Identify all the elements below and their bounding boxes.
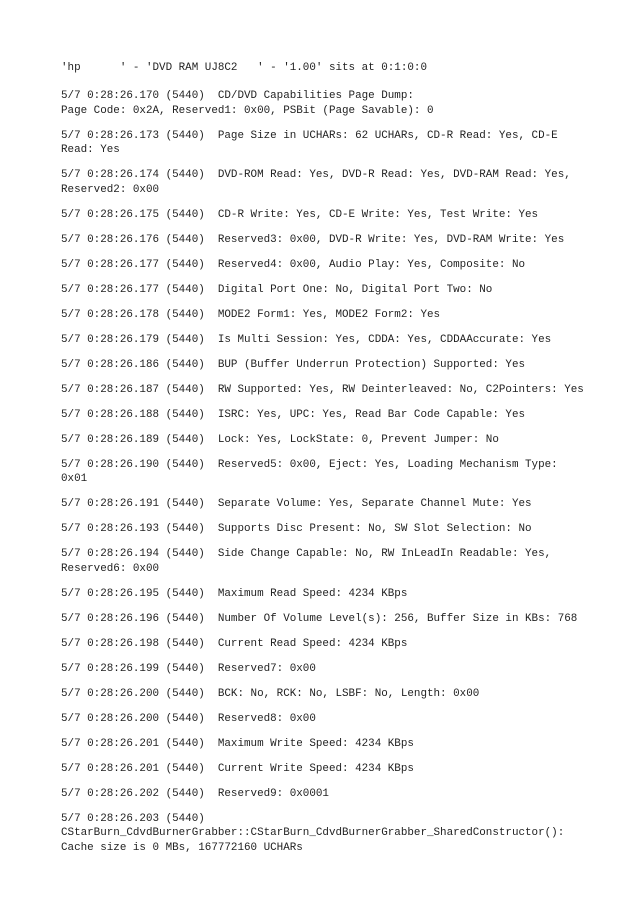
log-entry: 5/7 0:28:26.200 (5440) BCK: No, RCK: No, LSBF: No, Length: 0x00 — [61, 687, 480, 700]
log-entry: 5/7 0:28:26.175 (5440) CD-R Write: Yes, CD-E Write: Yes, Test Write: Yes — [61, 208, 539, 221]
log-entry: 5/7 0:28:26.177 (5440) Reserved4: 0x00, Audio Play: Yes, Composite: No — [61, 258, 526, 271]
log-entry: 5/7 0:28:26.194 (5440) Side Change Capable: No, RW InLeadIn Readable: Yes, Reserved6: 0x00 — [61, 548, 552, 575]
log-entry: 5/7 0:28:26.199 (5440) Reserved7: 0x00 — [61, 662, 316, 675]
log-entry: 5/7 0:28:26.177 (5440) Digital Port One: No, Digital Port Two: No — [61, 283, 493, 296]
log-entry: 5/7 0:28:26.188 (5440) ISRC: Yes, UPC: Yes, Read Bar Code Capable: Yes — [61, 408, 526, 421]
device-header-line: 'hp ' - 'DVD RAM UJ8C2 ' - '1.00' sits at 0:1:0:0 — [61, 62, 427, 74]
log-entry: 5/7 0:28:26.176 (5440) Reserved3: 0x00, DVD-R Write: Yes, DVD-RAM Write: Yes — [61, 233, 565, 246]
log-entry: 5/7 0:28:26.186 (5440) BUP (Buffer Underrun Protection) Supported: Yes — [61, 358, 526, 371]
log-entry: 5/7 0:28:26.174 (5440) DVD-ROM Read: Yes, DVD-R Read: Yes, DVD-RAM Read: Yes, Reserved2: 0x00 — [61, 169, 571, 196]
log-entry: 5/7 0:28:26.190 (5440) Reserved5: 0x00, Eject: Yes, Loading Mechanism Type: 0x01 — [61, 458, 558, 485]
log-entry: 5/7 0:28:26.196 (5440) Number Of Volume Level(s): 256, Buffer Size in KBs: 768 — [61, 612, 578, 625]
log-entry: 5/7 0:28:26.189 (5440) Lock: Yes, LockState: 0, Prevent Jumper: No — [61, 433, 499, 446]
log-entry: 5/7 0:28:26.170 (5440) CD/DVD Capabilities Page Dump: Page Code: 0x2A, Reserved1: 0x00, PSBit (Page Savable): 0 — [61, 90, 434, 117]
log-entry: 5/7 0:28:26.198 (5440) Current Read Speed: 4234 KBps — [61, 637, 408, 650]
log-entry: 5/7 0:28:26.187 (5440) RW Supported: Yes, RW Deinterleaved: No, C2Pointers: Yes — [61, 383, 584, 396]
log-entry: 5/7 0:28:26.201 (5440) Current Write Speed: 4234 KBps — [61, 762, 414, 775]
log-entry: 5/7 0:28:26.202 (5440) Reserved9: 0x0001 — [61, 787, 329, 800]
log-entry: 5/7 0:28:26.195 (5440) Maximum Read Speed: 4234 KBps — [61, 587, 408, 600]
log-entry: 5/7 0:28:26.173 (5440) Page Size in UCHARs: 62 UCHARs, CD-R Read: Yes, CD-E Read: Yes — [61, 129, 558, 156]
log-entry: 5/7 0:28:26.179 (5440) Is Multi Session: Yes, CDDA: Yes, CDDAAccurate: Yes — [61, 333, 552, 346]
log-entry: 5/7 0:28:26.203 (5440) CStarBurn_CdvdBurnerGrabber::CStarBurn_CdvdBurnerGrabber_SharedConstructor(): Cache size is 0 MBs, 167772160 UCHARs — [61, 812, 565, 854]
log-text-block — [61, 61, 601, 866]
log-entry: 5/7 0:28:26.201 (5440) Maximum Write Speed: 4234 KBps — [61, 737, 414, 750]
log-entry: 5/7 0:28:26.193 (5440) Supports Disc Present: No, SW Slot Selection: No — [61, 523, 532, 535]
log-entry: 5/7 0:28:26.200 (5440) Reserved8: 0x00 — [61, 712, 316, 725]
log-entry: 5/7 0:28:26.178 (5440) MODE2 Form1: Yes, MODE2 Form2: Yes — [61, 308, 441, 321]
log-entry: 5/7 0:28:26.191 (5440) Separate Volume: Yes, Separate Channel Mute: Yes — [61, 498, 532, 510]
